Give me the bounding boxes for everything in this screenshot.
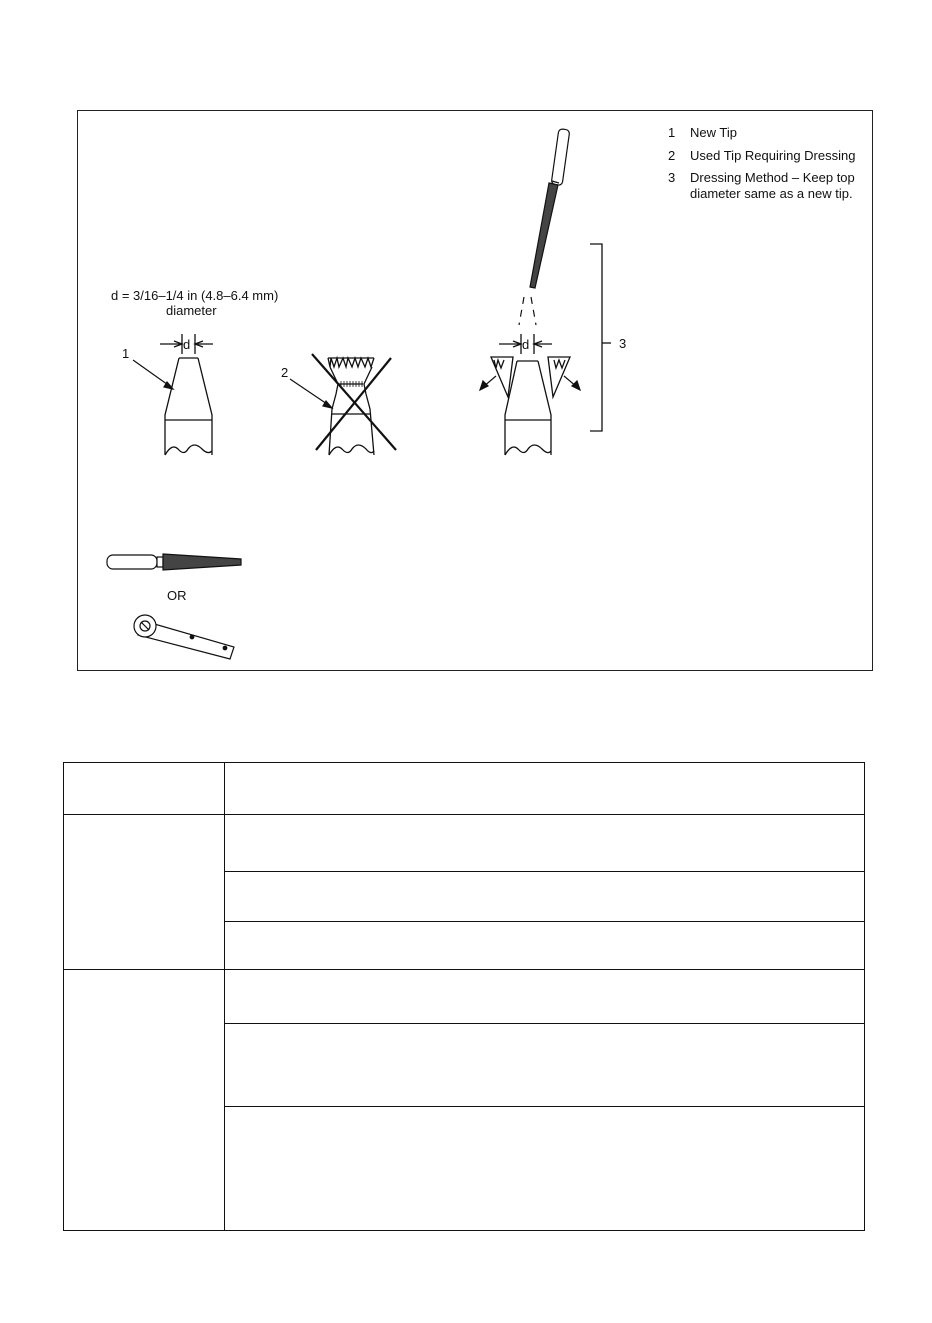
tip-dresser-wrench-icon bbox=[134, 615, 234, 659]
table-cell bbox=[64, 815, 225, 970]
d-symbol-3: d bbox=[522, 337, 530, 352]
table-row bbox=[64, 815, 865, 872]
file-tool-icon bbox=[107, 554, 241, 570]
spec-table bbox=[63, 762, 865, 1231]
figure-frame bbox=[77, 110, 873, 671]
table-header-row bbox=[64, 763, 865, 815]
diameter-word: diameter bbox=[166, 303, 217, 318]
table-cell bbox=[225, 872, 865, 922]
legend-text-3: Dressing Method – Keep top bbox=[690, 170, 855, 185]
bracket-3 bbox=[590, 244, 611, 431]
callout-1-arrow bbox=[133, 360, 173, 389]
legend-text-3b: diameter same as a new tip. bbox=[690, 186, 853, 201]
figure-drawing bbox=[78, 111, 874, 672]
table-row bbox=[64, 970, 865, 1024]
callout-2: 2 bbox=[281, 365, 289, 380]
callout-3: 3 bbox=[619, 336, 627, 351]
legend-text-1: New Tip bbox=[690, 125, 737, 140]
legend-num-2: 2 bbox=[668, 148, 676, 163]
dressing-motion-lines bbox=[519, 297, 536, 325]
table-cell bbox=[225, 922, 865, 970]
diameter-spec: d = 3/16–1/4 in (4.8–6.4 mm) bbox=[111, 288, 279, 303]
dressed-tip-icon bbox=[491, 334, 570, 455]
welding-tip-icon bbox=[160, 334, 213, 455]
table-cell bbox=[225, 970, 865, 1024]
table-cell bbox=[225, 1107, 865, 1231]
chip-arrows bbox=[480, 376, 580, 390]
table-cell bbox=[225, 1024, 865, 1107]
table-cell bbox=[64, 763, 225, 815]
d-symbol-1: d bbox=[183, 337, 191, 352]
file-tool-icon bbox=[530, 129, 570, 288]
legend-num-3: 3 bbox=[668, 170, 676, 185]
table-cell bbox=[64, 970, 225, 1231]
callout-2-arrow bbox=[290, 379, 332, 408]
callout-1: 1 bbox=[122, 346, 130, 361]
legend bbox=[668, 125, 855, 201]
legend-text-2: Used Tip Requiring Dressing bbox=[690, 148, 856, 163]
legend-num-1: 1 bbox=[668, 125, 676, 140]
table-cell bbox=[225, 763, 865, 815]
table-cell bbox=[225, 815, 865, 872]
or-text: OR bbox=[167, 588, 187, 603]
